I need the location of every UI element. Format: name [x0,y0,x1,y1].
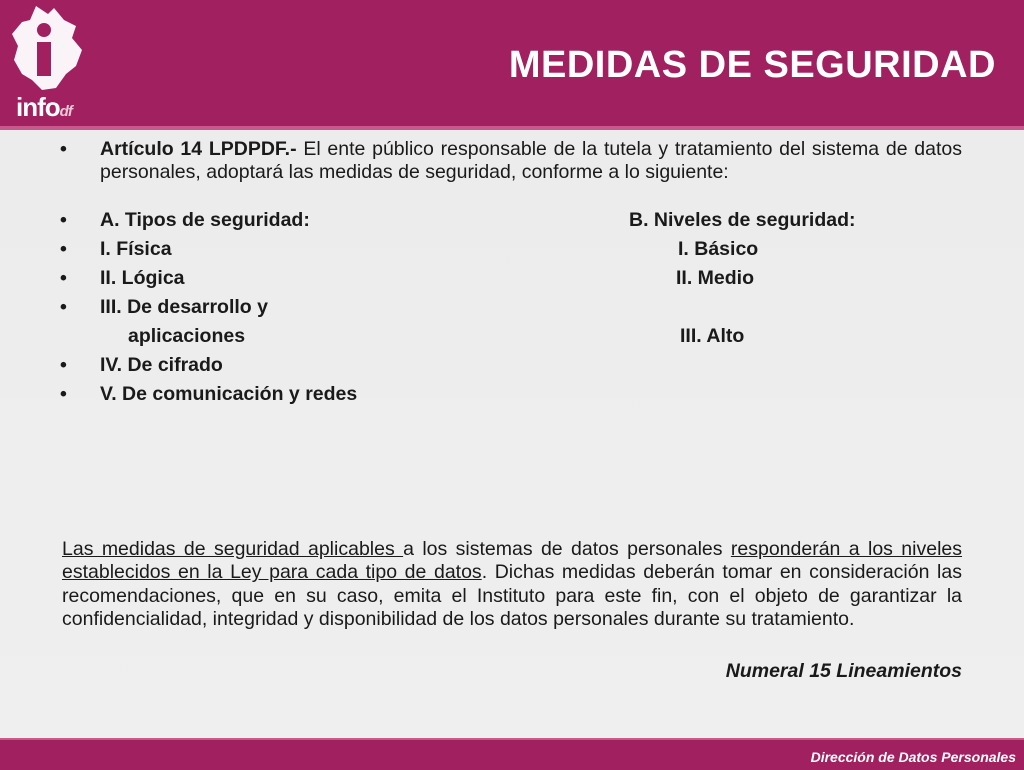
security-level: I. Básico [678,238,759,260]
header-bar [0,0,1024,126]
list-item [60,351,962,380]
list-item [60,293,962,322]
security-level-heading: B. Niveles de seguridad: [629,209,856,231]
logo-map-icon [6,4,90,94]
footer-text: Dirección de Datos Personales [810,749,1016,765]
underlined-text: Las medidas de seguridad aplicables [62,538,404,560]
security-type: V. De comunicación y redes [100,383,358,405]
bullet-icon: • [60,296,67,318]
security-level: II. Medio [676,267,754,289]
footer-bar [0,738,1024,770]
security-level: III. Alto [680,325,745,347]
security-type: I. Física [100,238,172,260]
paragraph-text: . Dichas medidas deberán tomar en consideración las recomendaciones, que en su caso, emita el Instituto para este fin, con el objeto de garantizar la confidencialidad, integridad y disponibilidad de los datos personales durante su tratamiento. [62,561,962,630]
bullet-icon: • [60,209,67,231]
reference-citation: Numeral 15 Lineamientos [725,660,962,682]
security-type-heading: A. Tipos de seguridad: [100,209,310,231]
info-df-logo [6,4,90,122]
security-type-continuation: aplicaciones [128,325,246,347]
intro-text: El ente público responsable de la tutela y tratamiento del sistema de datos personales, adoptará las medidas de seguridad, conforme a lo siguiente: [100,138,962,183]
list-item-continuation [60,322,962,351]
article-reference: Artículo 14 LPDPDF.- [100,138,297,160]
logo-text: infodf [16,92,72,122]
list-item [60,380,962,409]
list-item-intro [60,138,962,184]
bullet-icon: • [60,267,67,289]
security-type: IV. De cifrado [100,354,223,376]
page-title: MEDIDAS DE SEGURIDAD [508,44,996,86]
slide-content [0,130,1024,738]
list-item [60,235,962,264]
bullet-icon: • [60,238,67,260]
body-paragraph [62,538,962,631]
bullet-icon: • [60,138,67,160]
bullet-list [60,138,962,409]
security-type: II. Lógica [100,267,185,289]
content-panel [0,130,1024,738]
list-item [60,206,962,235]
list-item [60,264,962,293]
paragraph-text: a los sistemas de datos personales [403,538,731,560]
bullet-icon: • [60,354,67,376]
security-type: III. De desarrollo y [100,296,268,318]
underlined-text: responderán a los niveles establecidos en la Ley para cada tipo de datos [62,538,962,584]
bullet-icon: • [60,383,67,405]
